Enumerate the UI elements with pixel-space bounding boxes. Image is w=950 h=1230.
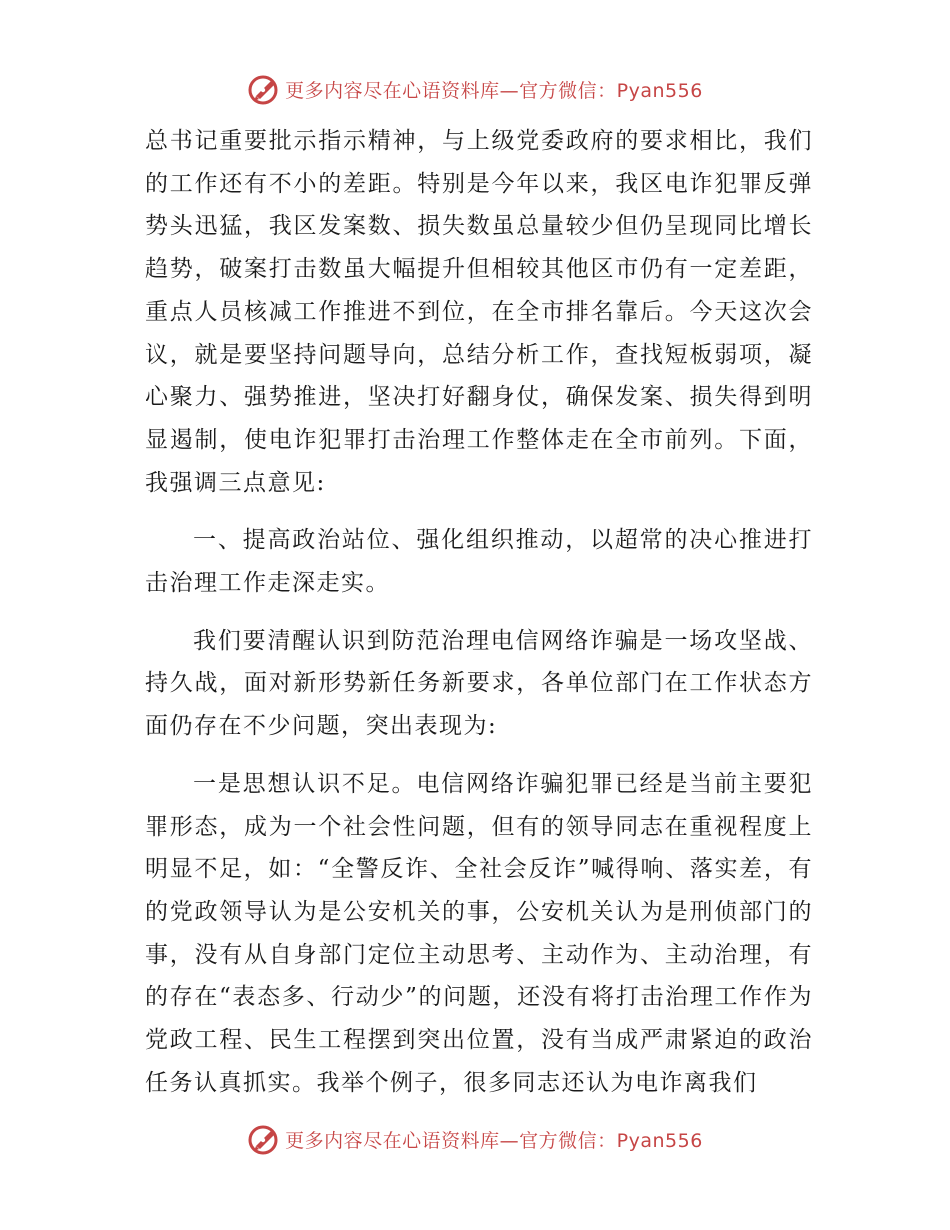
- header-banner-text: 更多内容尽在心语资料库—官方微信：Pyan556: [285, 79, 703, 102]
- document-body: [145, 120, 813, 1104]
- section-heading-1: 一、提高政治站位、强化组织推动，以超常的决心推进打击治理工作走深走实。: [145, 527, 813, 597]
- footer-watermark-banner: [0, 1122, 950, 1156]
- paragraph-1: 总书记重要批示指示精神，与上级党委政府的要求相比，我们的工作还有不小的差距。特别是今年以来，我区电诈犯罪反弹势头迅猛，我区发案数、损失数虽总量较少但仍呈现同比增长趋势，破案打击数虽大幅提升但相较其他区市仍有一定差距，重点人员核减工作推进不到位，在全市排名靠后。今天这次会议，就是要坚持问题导向，总结分析工作，查找短板弱项，凝心聚力、强势推进，坚决打好翻身仗，确保发案、损失得到明显遏制，使电诈犯罪打击治理工作整体走在全市前列。下面，我强调三点意见:: [145, 128, 813, 496]
- paragraph-3: 一是思想认识不足。电信网络诈骗犯罪已经是当前主要犯罪形态，成为一个社会性问题，但有的领导同志在重视程度上明显不足，如：“全警反诈、全社会反诈”喊得响、落实差，有的党政领导认为是公安机关的事，公安机关认为是刑侦部门的事，没有从自身部门定位主动思考、主动作为、主动治理，有的存在“表态多、行动少”的问题，还没有将打击治理工作作为党政工程、民生工程摆到突出位置，没有当成严肃紧迫的政治任务认真抓实。我举个例子，很多同志还认为电诈离我们: [145, 770, 813, 1096]
- footer-banner-text: 更多内容尽在心语资料库—官方微信：Pyan556: [285, 1129, 703, 1152]
- paragraph-2: 我们要清醒认识到防范治理电信网络诈骗是一场攻坚战、持久战，面对新形势新任务新要求，各单位部门在工作状态方面仍存在不少问题，突出表现为:: [145, 627, 813, 740]
- pen-logo-icon: [247, 72, 281, 106]
- pen-logo-icon: [247, 1122, 281, 1156]
- header-watermark-banner: [0, 72, 950, 106]
